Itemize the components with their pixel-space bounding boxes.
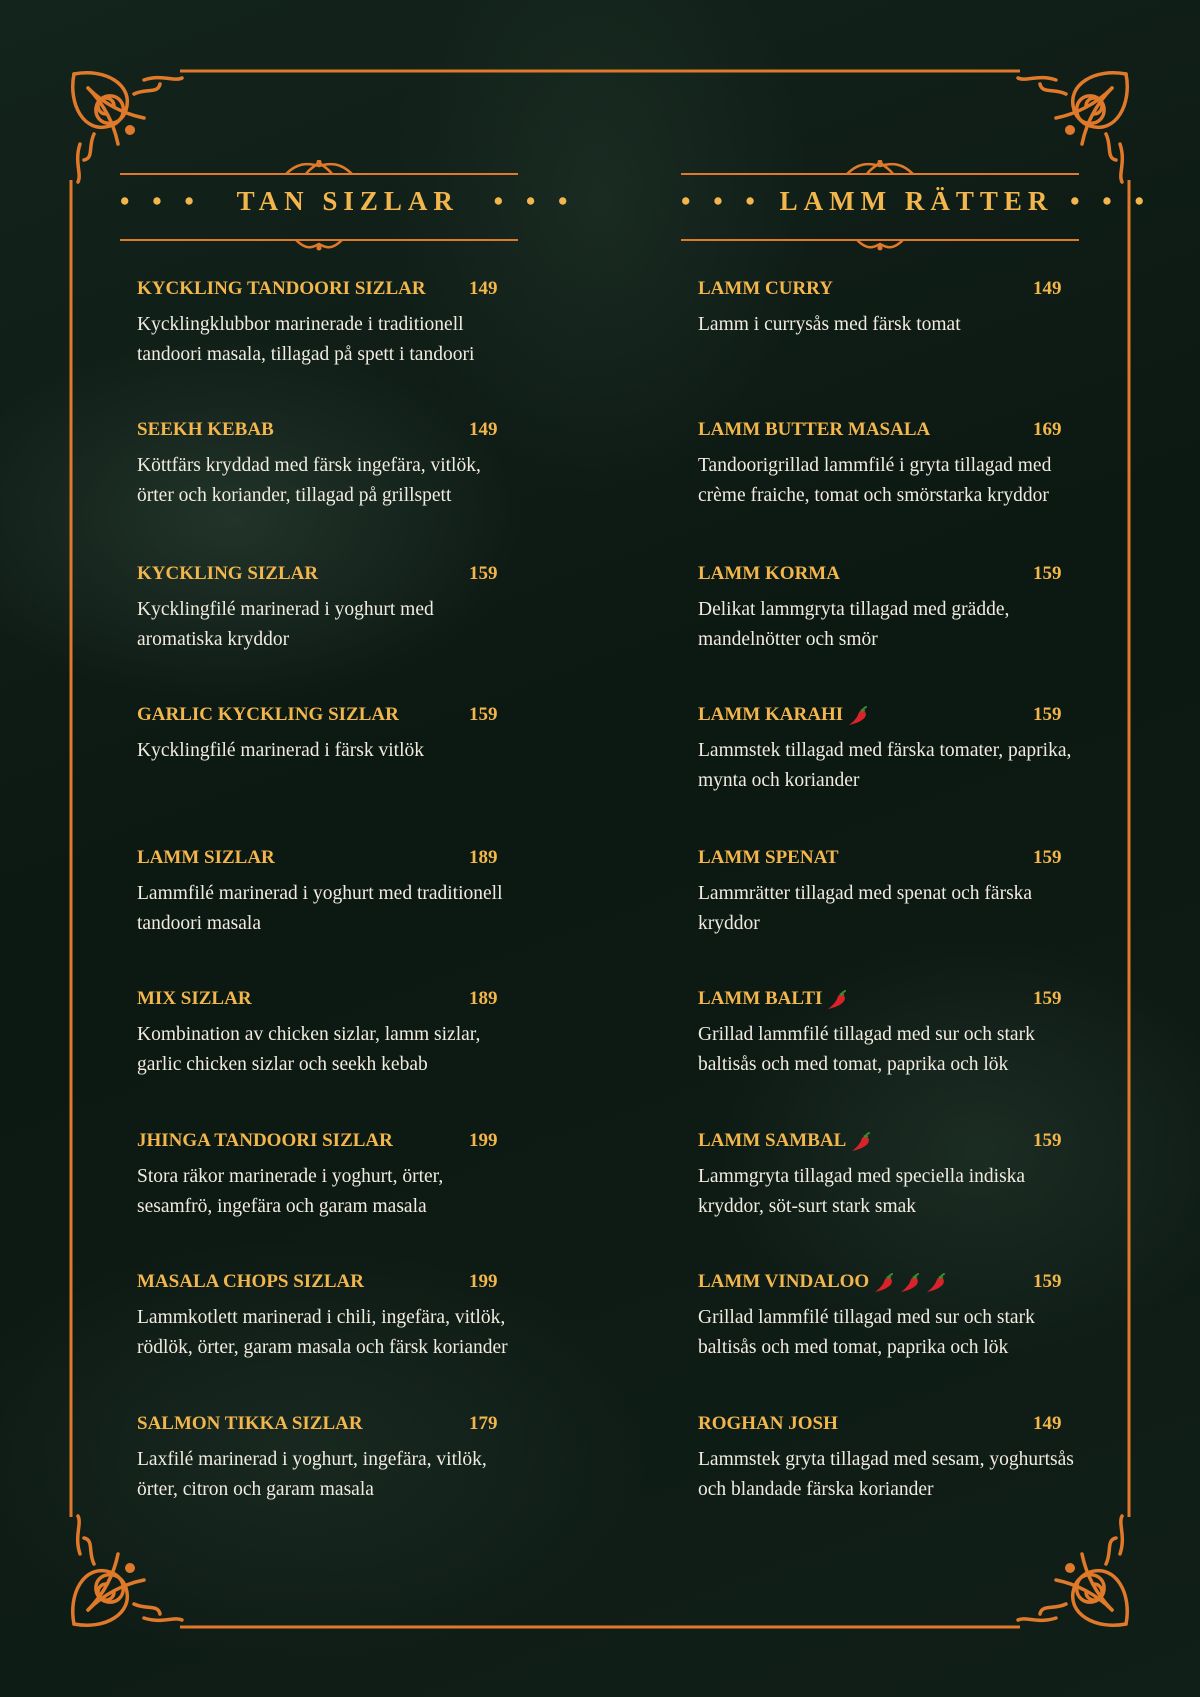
menu-item-header <box>137 1413 537 1439</box>
menu-item-name: LAMM CURRY <box>698 278 833 299</box>
menu-item-header <box>137 847 537 873</box>
chili-pepper-icon <box>826 990 848 1010</box>
menu-item-price: 149 <box>469 278 498 299</box>
menu-item-price: 189 <box>469 847 498 868</box>
section-title <box>681 186 1152 217</box>
menu-item-price: 159 <box>1033 847 1062 868</box>
chili-pepper-icon <box>847 706 869 726</box>
menu-item-price: 149 <box>469 419 498 440</box>
menu-item-price: 159 <box>1033 988 1062 1009</box>
menu-item-header <box>137 1130 537 1156</box>
menu-item-price: 199 <box>469 1130 498 1151</box>
menu-item-header <box>137 704 537 730</box>
menu-item <box>137 563 537 655</box>
menu-item-description: Lammfilé marinerad i yoghurt med traditionell tandoori masala <box>137 883 503 934</box>
menu-item-description: Lammstek gryta tillagad med sesam, yoghurtsås och blandade färska koriander <box>698 1449 1074 1500</box>
menu-item-description: Kycklingklubbor marinerade i traditionell tandoori masala, tillagad på spett i tandoori <box>137 314 475 365</box>
menu-item <box>137 1413 537 1505</box>
menu-item <box>698 1130 1098 1222</box>
menu-item-price: 149 <box>1033 1413 1062 1434</box>
menu-item-name: MIX SIZLAR <box>137 988 252 1009</box>
menu-item-header <box>137 1271 537 1297</box>
menu-item-header <box>698 704 1098 730</box>
menu-item-description: Lamm i currysås med färsk tomat <box>698 314 961 335</box>
menu-item <box>137 419 537 511</box>
menu-item-price: 159 <box>469 563 498 584</box>
menu-item-name: LAMM BUTTER MASALA <box>698 419 931 440</box>
menu-item-header <box>698 563 1098 589</box>
menu-item-name: LAMM VINDALOO <box>698 1271 870 1292</box>
menu-item-name: LAMM KARAHI <box>698 704 844 725</box>
chili-pepper-icon <box>899 1273 921 1293</box>
menu-item-price: 189 <box>469 988 498 1009</box>
section-title <box>120 186 576 217</box>
section-header <box>120 160 576 252</box>
menu-item-name: LAMM SIZLAR <box>137 847 275 868</box>
menu-item-name: SEEKH KEBAB <box>137 419 274 440</box>
menu-item-description: Köttfärs kryddad med färsk ingefära, vitlök, örter och koriander, tillagad på grillspett <box>137 455 481 506</box>
menu-item-header <box>698 988 1098 1014</box>
menu-item <box>698 1271 1098 1363</box>
menu-item-header <box>137 563 537 589</box>
menu-item-header <box>698 278 1098 304</box>
chili-pepper-icon <box>873 1273 895 1293</box>
menu-item-description: Kycklingfilé marinerad i yoghurt med aromatiska kryddor <box>137 599 434 650</box>
section-title-text: TAN SIZLAR <box>236 186 459 216</box>
title-dots-right: • • • <box>1070 186 1152 216</box>
menu-item-header <box>698 1413 1098 1439</box>
menu-item-name: MASALA CHOPS SIZLAR <box>137 1271 364 1292</box>
menu-item-name: LAMM KORMA <box>698 563 840 584</box>
menu-item-header <box>698 419 1098 445</box>
menu-item-description: Delikat lammgryta tillagad med grädde, mandelnötter och smör <box>698 599 1010 650</box>
menu-item-name: KYCKLING TANDOORI SIZLAR <box>137 278 426 299</box>
menu-item-header <box>137 419 537 445</box>
menu-item <box>137 1271 537 1363</box>
menu-item-description: Lammkotlett marinerad i chili, ingefära, vitlök, rödlök, örter, garam masala och färsk koriander <box>137 1307 508 1358</box>
menu-item-header <box>698 1130 1098 1156</box>
section-header <box>681 160 1152 252</box>
menu-item-name: ROGHAN JOSH <box>698 1413 838 1434</box>
menu-item <box>137 1130 537 1222</box>
menu-item <box>698 704 1098 796</box>
menu-item-description: Stora räkor marinerade i yoghurt, örter, sesamfrö, ingefära och garam masala <box>137 1166 444 1217</box>
ornament-corner-icon <box>1018 1516 1127 1625</box>
menu-item-name: SALMON TIKKA SIZLAR <box>137 1413 363 1434</box>
menu-item-description: Lammstek tillagad med färska tomater, paprika, mynta och koriander <box>698 740 1072 791</box>
menu-item-price: 169 <box>1033 419 1062 440</box>
menu-item-header <box>698 1271 1098 1297</box>
menu-item <box>698 419 1098 511</box>
menu-item-price: 159 <box>469 704 498 725</box>
menu-item-price: 159 <box>1033 704 1062 725</box>
menu-item-name: KYCKLING SIZLAR <box>137 563 319 584</box>
title-dots-right: • • • <box>493 186 576 216</box>
menu-item <box>137 278 537 370</box>
title-dots-left: • • • <box>120 186 202 216</box>
chili-pepper-icon <box>850 1132 872 1152</box>
menu-item-price: 179 <box>469 1413 498 1434</box>
menu-item <box>137 704 537 766</box>
menu-item-header <box>137 988 537 1014</box>
menu-item-price: 159 <box>1033 1271 1062 1292</box>
section-title-text: LAMM RÄTTER <box>779 186 1054 216</box>
menu-item-header <box>698 847 1098 873</box>
menu-item-description: Grillad lammfilé tillagad med sur och stark baltisås och med tomat, paprika och lök <box>698 1307 1035 1358</box>
menu-item <box>698 278 1098 340</box>
ornament-corner-icon <box>73 1516 182 1625</box>
menu-item-name: LAMM BALTI <box>698 988 823 1009</box>
menu-item-price: 159 <box>1033 1130 1062 1151</box>
menu-item-description: Lammrätter tillagad med spenat och färska kryddor <box>698 883 1033 934</box>
menu-item <box>137 847 537 939</box>
menu-item <box>137 988 537 1080</box>
menu-item-header <box>137 278 537 304</box>
menu-item-description: Lammgryta tillagad med speciella indiska kryddor, söt-surt stark smak <box>698 1166 1026 1217</box>
chili-pepper-icon <box>925 1273 947 1293</box>
menu-item <box>698 847 1098 939</box>
menu-item-description: Laxfilé marinerad i yoghurt, ingefära, vitlök, örter, citron och garam masala <box>137 1449 487 1500</box>
menu-item <box>698 1413 1098 1505</box>
title-dots-left: • • • <box>681 186 763 216</box>
menu-item-description: Kombination av chicken sizlar, lamm sizlar, garlic chicken sizlar och seekh kebab <box>137 1024 481 1075</box>
menu-item-name: LAMM SPENAT <box>698 847 839 868</box>
menu-item-description: Grillad lammfilé tillagad med sur och stark baltisås och med tomat, paprika och lök <box>698 1024 1035 1075</box>
menu-item-name: JHINGA TANDOORI SIZLAR <box>137 1130 393 1151</box>
menu-item-description: Tandoorigrillad lammfilé i gryta tillagad med crème fraiche, tomat och smörstarka kryddor <box>698 455 1052 506</box>
menu-item <box>698 988 1098 1080</box>
menu-item-description: Kycklingfilé marinerad i färsk vitlök <box>137 740 424 761</box>
menu-item-price: 159 <box>1033 563 1062 584</box>
menu-item-price: 149 <box>1033 278 1062 299</box>
menu-item-name: LAMM SAMBAL <box>698 1130 847 1151</box>
menu-item <box>698 563 1098 655</box>
menu-item-price: 199 <box>469 1271 498 1292</box>
menu-item-name: GARLIC KYCKLING SIZLAR <box>137 704 399 725</box>
